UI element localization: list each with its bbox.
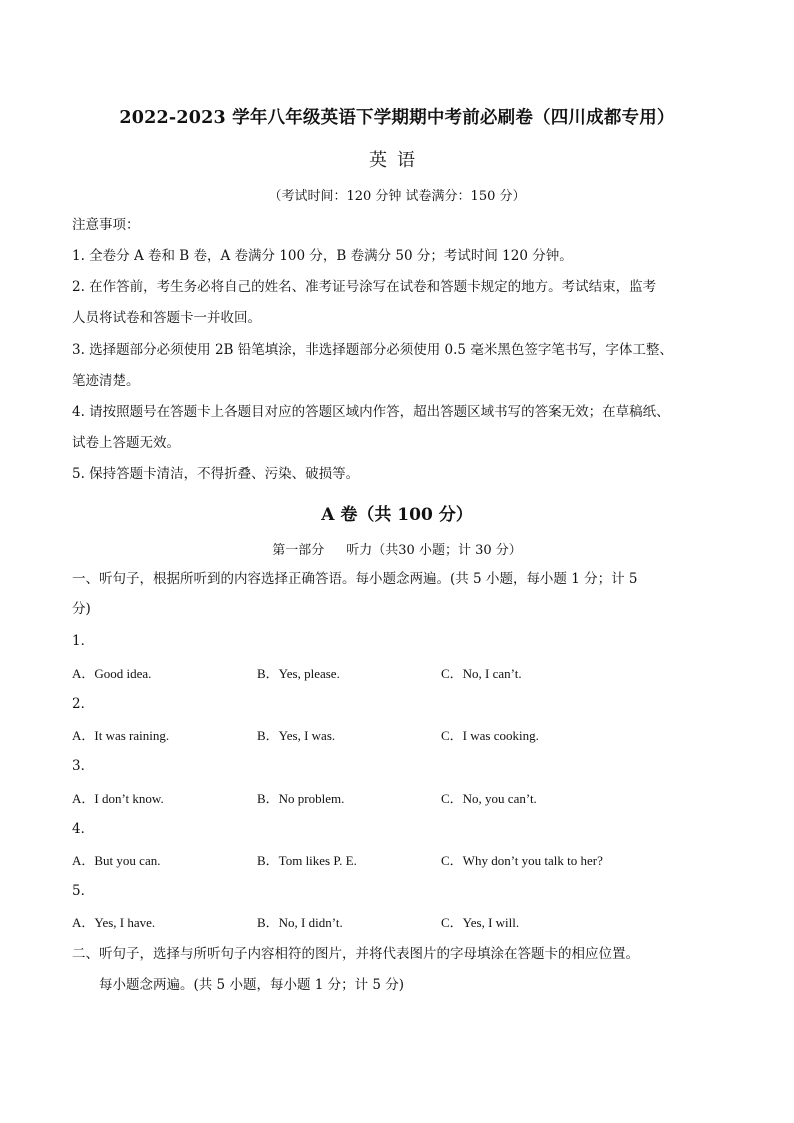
question-number: 3． [72,758,95,774]
question-instruction: 二、听句子，选择与所听句子内容相符的图片，并将代表图片的字母填涂在答题卡的相应位置。 [72,946,639,962]
section-a-title: A 卷（共 100 分） [321,505,473,525]
option-b: B．Yes, please. [257,666,340,681]
question-instruction: 每小题念两遍。(共 5 小题，每小题 1 分；计 5 分) [99,977,405,993]
option-b: B．Yes, I was. [257,728,336,743]
option-c: C．Yes, I will. [441,915,520,930]
note-line: 4. 请按照题号在答题卡上各题目对应的答题区域内作答，超出答题区域书写的答案无效；在草稿纸、 [72,404,670,420]
option-a: A．But you can. [72,853,161,868]
question-number: 2． [72,696,95,712]
note-line: 3. 选择题部分必须使用 2B 铅笔填涂，非选择题部分必须使用 0.5 毫米黑色签字笔书写，字体工整、 [72,342,673,358]
exam-info: （考试时间：120 分钟 试卷满分：150 分） [268,189,526,204]
option-c: C．No, you can’t. [441,791,537,806]
note-line: 试卷上答题无效。 [72,435,180,451]
note-line: 人员将试卷和答题卡一并收回。 [72,310,261,326]
note-line: 5. 保持答题卡清洁，不得折叠、污染、破损等。 [72,466,360,482]
note-line: 1. 全卷分 A 卷和 B 卷，A 卷满分 100 分，B 卷满分 50 分；考试时间 120 分钟。 [72,248,573,264]
exam-title: 2022-2023 学年八年级英语下学期期中考前必刷卷（四川成都专用） [119,108,675,128]
question-number: 4． [72,821,95,837]
option-b: B．No, I didn’t. [257,915,343,930]
notes-heading: 注意事项： [72,217,140,233]
note-line: 笔迹清楚。 [72,373,140,389]
part-name: 听力（共30 小题；计 30 分） [346,543,522,558]
option-c: C．Why don’t you talk to her? [441,853,603,868]
option-b: B．Tom likes P. E. [257,853,357,868]
note-line: 2. 在作答前，考生务必将自己的姓名、准考证号涂写在试卷和答题卡规定的地方。考试结束，监考 [72,279,657,295]
option-a: A．Good idea. [72,666,152,681]
option-a: A．It was raining. [72,728,170,743]
option-a: A．I don’t know. [72,791,164,806]
question-instruction: 分) [72,601,91,617]
question-instruction: 一、听句子，根据所听到的内容选择正确答语。每小题念两遍。(共 5 小题，每小题 1 分；计 5 [72,571,638,587]
option-a: A．Yes, I have. [72,915,156,930]
part-one-title [0,539,794,558]
option-c: C．No, I can’t. [441,666,522,681]
subject-title: 英语 [369,150,425,171]
option-c: C．I was cooking. [441,728,539,743]
question-number: 1． [72,633,95,649]
option-b: B．No problem. [257,791,345,806]
question-number: 5． [72,883,95,899]
part-label: 第一部分 [272,543,325,558]
